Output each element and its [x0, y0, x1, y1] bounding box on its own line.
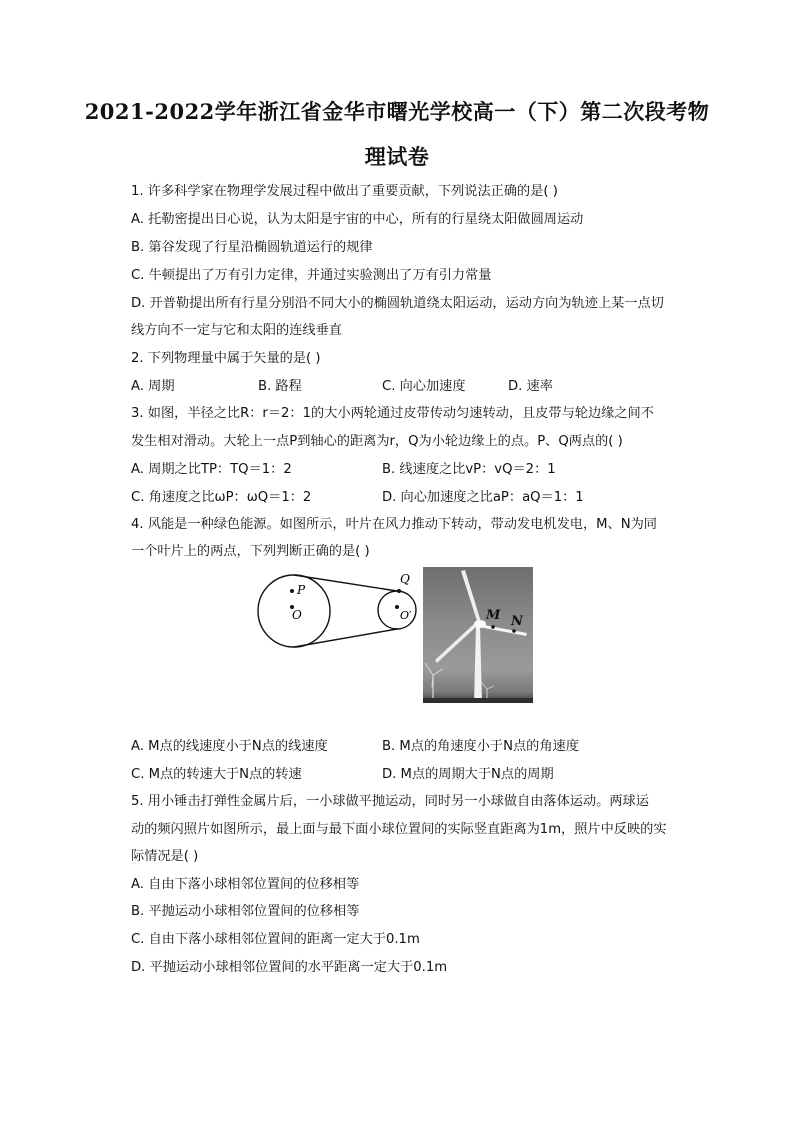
exam-title-line1: 2021-2022学年浙江省金华市曙光学校高一（下）第二次段考物: [84, 99, 710, 124]
q4-option-b: B. M点的角速度小于N点的角速度: [382, 739, 579, 754]
point-q-dot: [397, 589, 401, 593]
q1-stem: 1. 许多科学家在物理学发展过程中做出了重要贡献，下列说法正确的是( ): [131, 184, 558, 199]
q5-stem-line1: 5. 用小锤击打弹性金属片后，一小球做平抛运动，同时另一小球做自由落体运动。两球运: [131, 794, 649, 809]
label-m: M: [486, 608, 501, 623]
q4-option-c: C. M点的转速大于N点的转速: [131, 767, 302, 782]
belt-bottom: [294, 629, 397, 647]
q2-option-b: B. 路程: [258, 379, 302, 394]
belt-top: [294, 575, 397, 591]
q5-option-a: A. 自由下落小球相邻位置间的位移相等: [131, 877, 360, 892]
point-o-prime-dot: [395, 605, 399, 609]
q3-option-a: A. 周期之比TP：TQ＝1：2: [131, 462, 292, 477]
label-p: P: [297, 583, 306, 597]
q3-stem-line2: 发生相对滑动。大轮上一点P到轴心的距离为r，Q为小轮边缘上的点。P、Q两点的( ): [131, 434, 623, 449]
q3-stem-line1: 3. 如图，半径之比R：r＝2：1的大小两轮通过皮带传动匀速转动，且皮带与轮边缘之间不: [131, 406, 654, 421]
point-p-dot: [290, 589, 294, 593]
label-o: O: [292, 608, 302, 622]
q4-stem-line2: 一个叶片上的两点，下列判断正确的是( ): [131, 544, 370, 559]
label-n: N: [511, 614, 523, 629]
q4-option-d: D. M点的周期大于N点的周期: [382, 767, 554, 782]
exam-title-line2: 理试卷: [364, 144, 430, 169]
q2-stem: 2. 下列物理量中属于矢量的是( ): [131, 351, 321, 366]
label-o-prime: O′: [400, 609, 412, 622]
q2-option-a: A. 周期: [131, 379, 175, 394]
q1-option-a: A. 托勒密提出日心说，认为太阳是宇宙的中心，所有的行星绕太阳做圆周运动: [131, 212, 584, 227]
q1-option-b: B. 第谷发现了行星沿椭圆轨道运行的规律: [131, 240, 373, 255]
q5-option-b: B. 平抛运动小球相邻位置间的位移相等: [131, 904, 360, 919]
q4-stem-line1: 4. 风能是一种绿色能源。如图所示，叶片在风力推动下转动，带动发电机发电，M、N为同: [131, 517, 657, 532]
q1-option-d-line2: 线方向不一定与它和太阳的连线垂直: [131, 323, 342, 338]
q3-option-b: B. 线速度之比vP：vQ＝2：1: [382, 462, 556, 477]
q1-option-d-line1: D. 开普勒提出所有行星分别沿不同大小的椭圆轨道绕太阳运动，运动方向为轨迹上某一点切: [131, 296, 664, 311]
q5-option-d: D. 平抛运动小球相邻位置间的水平距离一定大于0.1m: [131, 960, 448, 975]
q3-option-c: C. 角速度之比ωP：ωQ＝1：2: [131, 490, 312, 505]
wind-turbine-photo: [423, 567, 533, 703]
q5-stem-line2: 动的频闪照片如图所示，最上面与最下面小球位置间的实际竖直距离为1m，照片中反映的实: [131, 822, 667, 837]
q2-option-c: C. 向心加速度: [382, 379, 466, 394]
q1-option-c: C. 牛顿提出了万有引力定律，并通过实验测出了万有引力常量: [131, 268, 492, 283]
q5-option-c: C. 自由下落小球相邻位置间的距离一定大于0.1m: [131, 932, 420, 947]
q5-stem-line3: 际情况是( ): [131, 849, 199, 864]
q2-option-d: D. 速率: [508, 379, 553, 394]
label-q: Q: [400, 572, 410, 586]
q4-option-a: A. M点的线速度小于N点的线速度: [131, 739, 328, 754]
q3-option-d: D. 向心加速度之比aP：aQ＝1：1: [382, 490, 584, 505]
point-n-dot: [512, 629, 516, 633]
belt-pulley-diagram: [252, 568, 424, 654]
wind-turbine-image: [423, 567, 533, 703]
point-m-dot: [491, 625, 495, 629]
